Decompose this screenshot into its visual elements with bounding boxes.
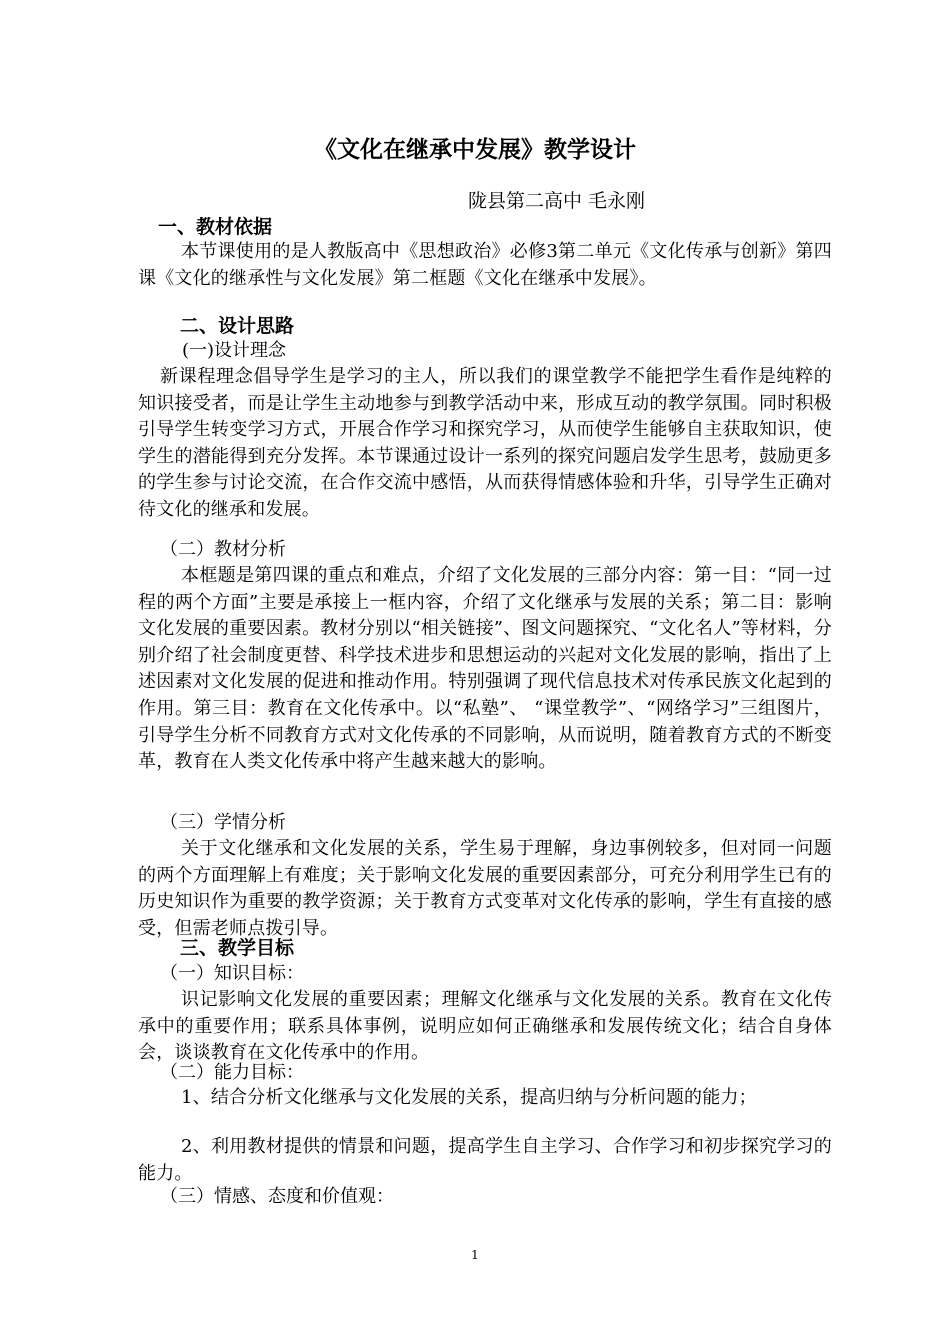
page-number: 1 [471,1248,479,1262]
paragraph-learner-analysis: 关于文化继承和文化发展的关系，学生易于理解，身边事例较多，但对同一问题的两个方面理解上有难度；关于影响文化发展的重要因素部分，可充分利用学生已有的历史知识作为重要的教学资源；关于教育方式变革对文化传承的影响，学生有直接的感受，但需老师点拨引导。 [138,838,832,939]
subheading-ability-goals: （二）能力目标： [160,1062,304,1083]
paragraph-ability-goal-1: 1、结合分析文化继承与文化发展的关系，提高归纳与分析问题的能力； [181,1087,757,1108]
document-title: 《文化在继承中发展》教学设计 [314,137,636,163]
subheading-learner-analysis: （三）学情分析 [160,812,286,833]
section-heading-2: 二、设计思路 [180,315,295,337]
section-heading-3: 三、教学目标 [180,937,295,959]
section-heading-1: 一、教材依据 [158,216,273,238]
paragraph-ability-goal-2: 2、利用教材提供的情景和问题，提高学生自主学习、合作学习和初步探究学习的能力。 [138,1136,832,1184]
subheading-textbook-analysis: （二）教材分析 [160,539,286,560]
paragraph-design-concept: 新课程理念倡导学生是学习的主人，所以我们的课堂教学不能把学生看作是纯粹的知识接受者，而是让学生主动地参与到教学活动中来，形成互动的教学氛围。同时积极引导学生转变学习方式，开展合作学习和探究学习，从而使学生能够自主获取知识，使学生的潜能得到充分发挥。本节课通过设计一系列的探究问题启发学生思考，鼓励更多的学生参与讨论交流，在合作交流中感悟，从而获得情感体验和升华，引导学生正确对待文化的继承和发展。 [138,366,832,520]
paragraph-textbook-basis: 本节课使用的是人教版高中《思想政治》必修3第二单元《文化传承与创新》第四课《文化的继承性与文化发展》第二框题《文化在继承中发展》。 [138,241,832,289]
subheading-emotion-values: （三）情感、态度和价值观： [160,1186,394,1207]
subheading-knowledge-goals: （一）知识目标： [160,963,304,984]
subheading-design-concept: (一)设计理念 [182,340,287,361]
paragraph-textbook-analysis: 本框题是第四课的重点和难点，介绍了文化发展的三部分内容：第一目：“同一过程的两个方面”主要是承接上一框内容，介绍了文化继承与发展的关系；第二目：影响文化发展的重要因素。教材分别以“相关链接”、图文问题探究、“文化名人”等材料，分别介绍了社会制度更替、科学技术进步和思想运动的兴起对文化发展的影响，指出了上述因素对文化发展的促进和推动作用。特别强调了现代信息技术对传承民族文化起到的作用。第三目：教育在文化传承中。以“私塾”、 “课堂教学”、“网络学习”三组图片，引导学生分析不同教育方式对文化传承的不同影响，从而说明，随着教育方式的不断变革，教育在人类文化传承中将产生越来越大的影响。 [138,565,832,773]
author-line: 陇县第二高中 毛永刚 [468,190,646,212]
paragraph-knowledge-goals: 识记影响文化发展的重要因素；理解文化继承与文化发展的关系。教育在文化传承中的重要作用；联系具体事例，说明应如何正确继承和发展传统文化；结合自身体会，谈谈教育在文化传承中的作用。 [138,989,832,1064]
